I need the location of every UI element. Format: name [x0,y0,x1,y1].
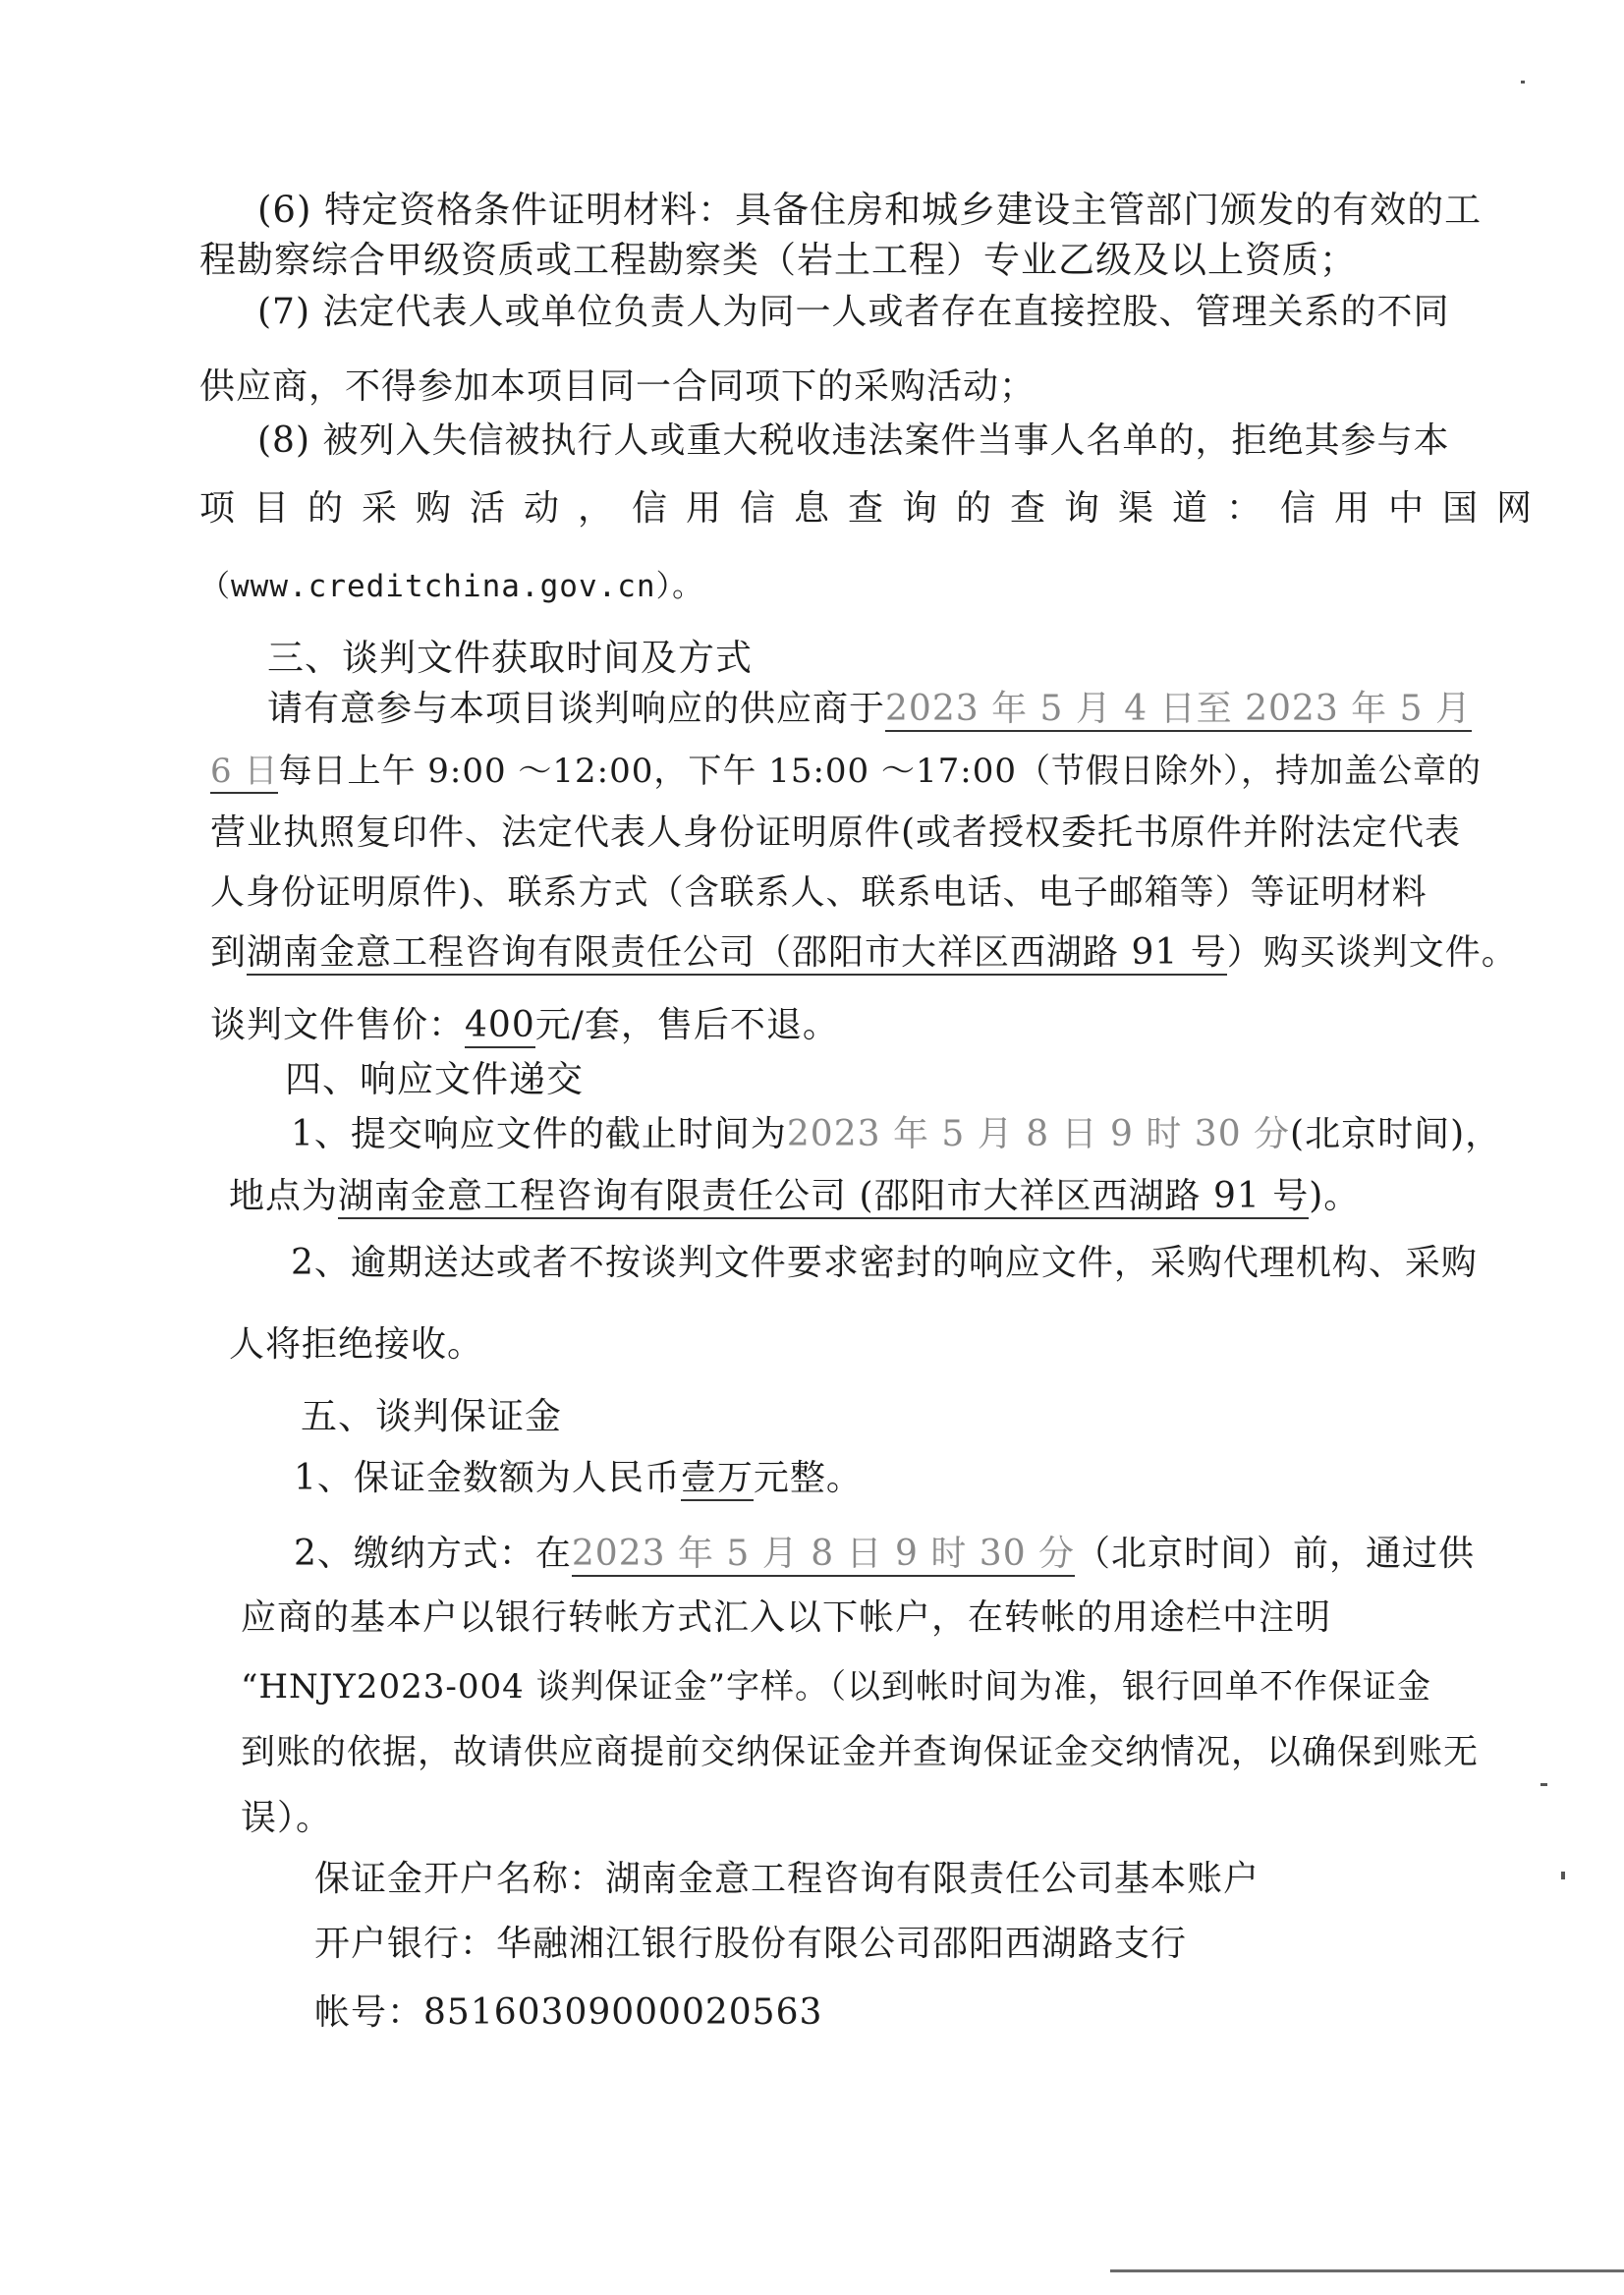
section-3-line-5-prefix: 到 [210,932,248,973]
section-4-line-1 [291,1113,1501,1156]
section-3-line-2-text: 每日上午 9:00 ～12:00，下午 15:00 ～17:00（节假日除外），持加盖公章的 [278,752,1482,791]
section-5-line-6: 误）。 [241,1798,333,1838]
section-5-line-2-text: 2、缴纳方式：在 [294,1534,572,1574]
section-3-purchase-place: 湖南金意工程咨询有限责任公司（邵阳市大祥区西湖路 91 号 [247,932,1227,976]
section-4-line-3: 2、逾期送达或者不按谈判文件要求密封的响应文件，采购代理机构、采购 [291,1243,1478,1283]
item-8-line-2: 项目的采购活动，信用信息查询的查询渠道：信用中国网 [199,488,1551,529]
section-3-line-6 [210,1004,839,1047]
account-number-label: 帐号： [314,1992,424,2033]
section-4-line-1-text: 1、提交响应文件的截止时间为 [291,1114,787,1154]
section-5-line-1-suffix: 元整。 [753,1458,863,1498]
section-4-line-2-prefix: 地点为 [229,1176,339,1216]
item-8-line-3: （www.creditchina.gov.cn）。 [199,569,704,604]
section-5-line-1 [294,1457,863,1500]
scan-edge-line [1110,2269,1624,2272]
section-3-price-suffix: 元/套，售后不退。 [534,1005,839,1045]
item-7-line-2: 供应商，不得参加本项目同一合同项下的采购活动； [199,366,1036,407]
section-4-line-2-suffix: )。 [1309,1176,1361,1216]
section-3-line-1-text: 请有意参与本项目谈判响应的供应商于 [267,689,886,729]
section-3-price-label: 谈判文件售价： [210,1005,466,1045]
section-3-line-1 [267,688,1472,731]
section-3-line-4: 人身份证明原件)、联系方式（含联系人、联系电话、电子邮箱等）等证明材料 [210,873,1428,913]
account-name-line: 保证金开户名称：湖南金意工程咨询有限责任公司基本账户 [314,1859,1260,1899]
item-6-line-2: 程勘察综合甲级资质或工程勘察类（岩土工程）专业乙级及以上资质； [199,239,1357,281]
item-8-line-1: (8) 被列入失信被执行人或重大税收违法案件当事人名单的，拒绝其参与本 [257,420,1450,461]
account-number-value: 85160309000020563 [423,1992,823,2033]
section-5-line-4: “HNJY2023-004 谈判保证金”字样。（以到帐时间为准，银行回单不作保证金 [241,1667,1431,1707]
section-3-line-5-suffix: ）购买谈判文件。 [1226,932,1518,973]
section-5-line-2 [294,1533,1475,1576]
section-5-payment-deadline: 2023 年 5 月 8 日 9 时 30 分 [572,1534,1075,1577]
section-5-title: 五、谈判保证金 [301,1395,562,1437]
section-3-price-value: 400 [465,1005,535,1048]
item-7-line-1: (7) 法定代表人或单位负责人为同一人或者存在直接控股、管理关系的不同 [257,292,1450,332]
section-3-date-range-start: 2023 年 5 月 4 日至 2023 年 5 月 [885,689,1472,732]
section-4-line-1-suffix: (北京时间)， [1290,1114,1502,1154]
section-5-deposit-amount: 壹万 [681,1458,754,1501]
section-4-title: 四、响应文件递交 [285,1058,584,1100]
section-4-line-4: 人将拒绝接收。 [229,1324,484,1365]
scan-speck [1561,1872,1565,1879]
section-5-line-3: 应商的基本户以银行转帐方式汇入以下帐户，在转帐的用途栏中注明 [241,1597,1332,1638]
account-bank-line: 开户银行：华融湘江银行股份有限公司邵阳西湖路支行 [314,1924,1188,1964]
section-5-line-1-text: 1、保证金数额为人民币 [294,1458,681,1498]
scan-speck [1540,1783,1547,1786]
section-4-line-2 [229,1175,1360,1218]
account-number-line [314,1991,822,2035]
section-3-title: 三、谈判文件获取时间及方式 [267,637,753,679]
section-3-line-5 [210,931,1518,975]
section-3-line-2 [210,750,1482,793]
section-4-deadline: 2023 年 5 月 8 日 9 时 30 分 [786,1114,1291,1154]
item-6-line-1: (6) 特定资格条件证明材料：具备住房和城乡建设主管部门颁发的有效的工 [257,189,1483,231]
section-4-submit-place: 湖南金意工程咨询有限责任公司 (邵阳市大祥区西湖路 91 号 [338,1176,1309,1219]
section-3-date-range-end: 6 日 [210,752,278,794]
scan-speck [1521,81,1525,84]
section-5-line-2-suffix: （北京时间）前，通过供 [1075,1534,1476,1574]
section-3-line-3: 营业执照复印件、法定代表人身份证明原件(或者授权委托书原件并附法定代表 [210,812,1462,853]
section-5-line-5: 到账的依据，故请供应商提前交纳保证金并查询保证金交纳情况，以确保到账无 [241,1733,1480,1772]
